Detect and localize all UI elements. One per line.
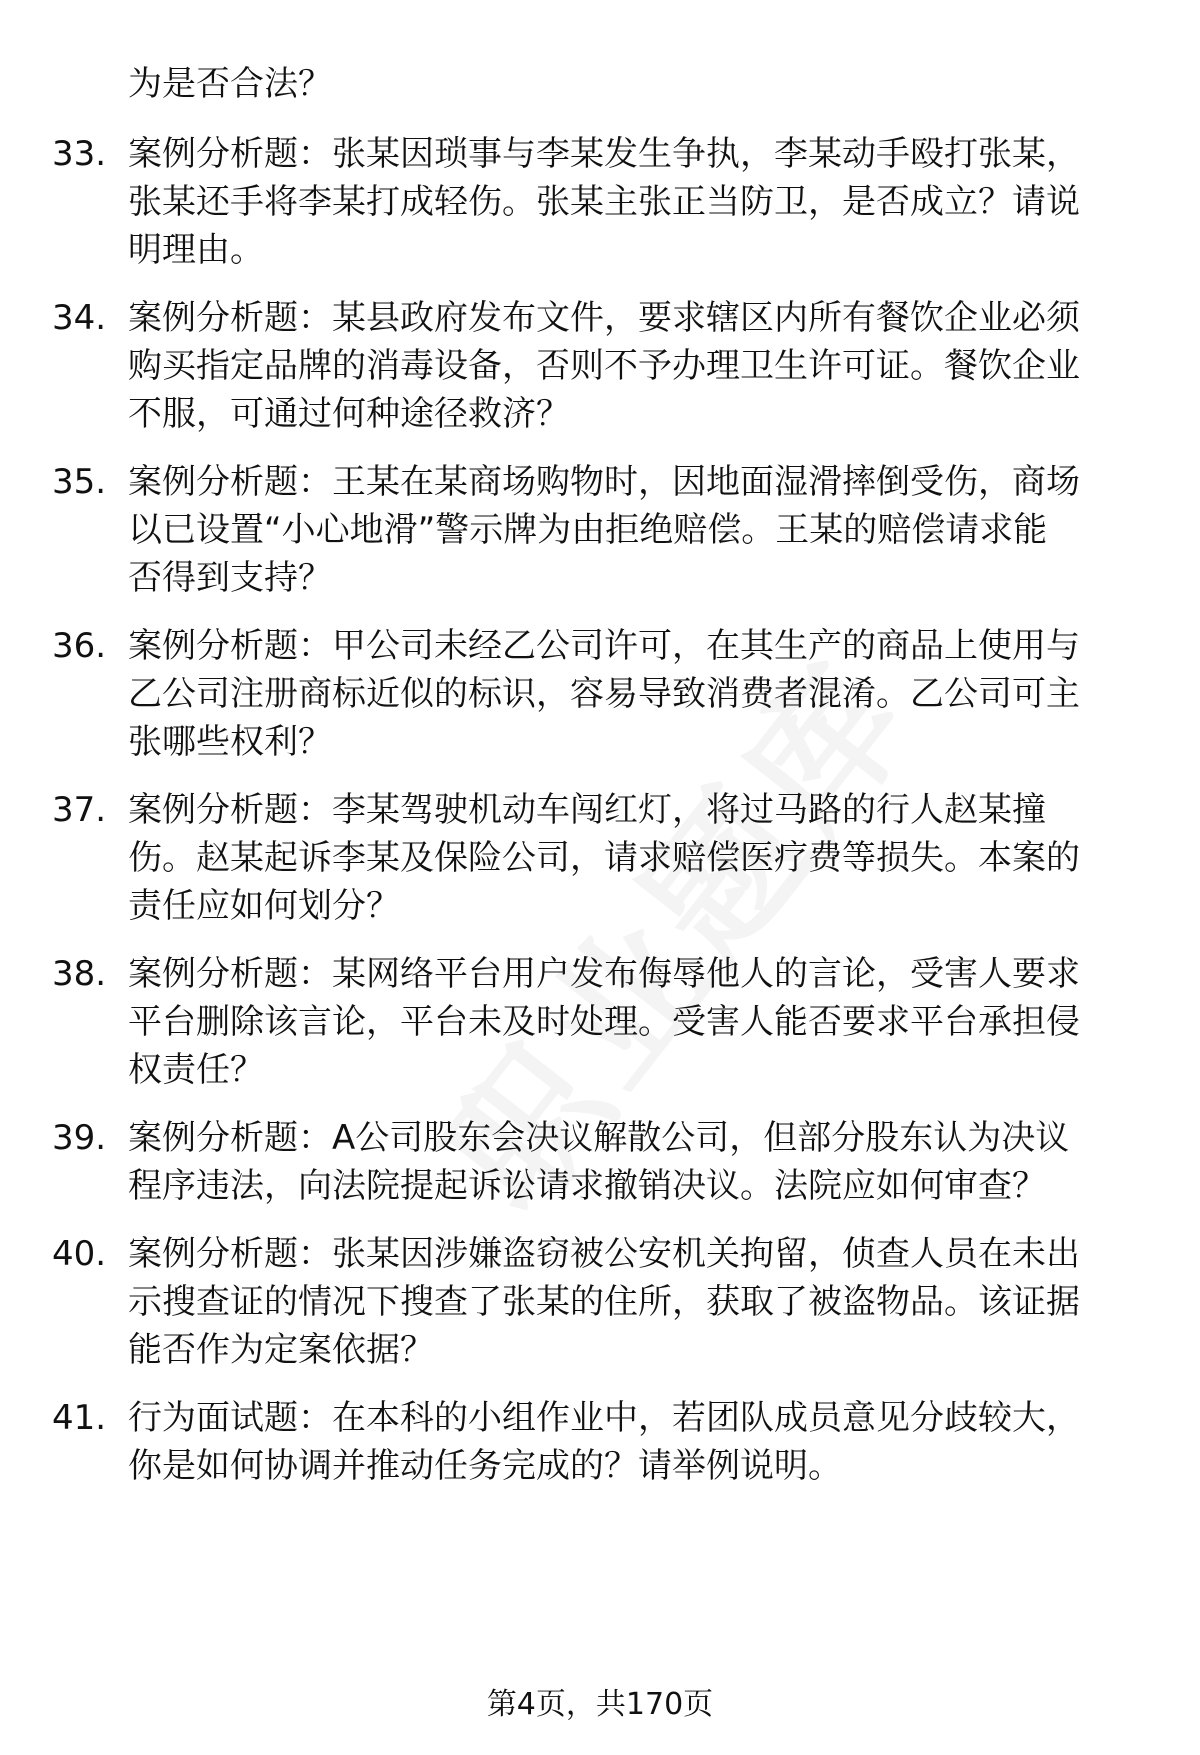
question-number: 39.	[52, 1118, 107, 1158]
question-text-line: 能否作为定案依据？	[128, 1330, 434, 1370]
question-text-line: 以已设置“小心地滑”警示牌为由拒绝赔偿。王某的赔偿请求能	[128, 510, 1048, 550]
question-text-line: 乙公司注册商标近似的标识，容易导致消费者混淆。乙公司可主	[128, 674, 1080, 714]
question-text-line: 平台删除该言论，平台未及时处理。受害人能否要求平台承担侵	[128, 1002, 1080, 1042]
question-text-line: 伤。赵某起诉李某及保险公司，请求赔偿医疗费等损失。本案的	[128, 838, 1080, 878]
question-text-line: 购买指定品牌的消毒设备，否则不予办理卫生许可证。餐饮企业	[128, 346, 1080, 386]
question-text-line: 案例分析题：李某驾驶机动车闯红灯，将过马路的行人赵某撞	[128, 790, 1046, 830]
question-number: 33.	[52, 134, 107, 174]
question-text-line: 案例分析题：甲公司未经乙公司许可，在其生产的商品上使用与	[128, 626, 1080, 666]
question-text-line: 案例分析题：王某在某商场购物时，因地面湿滑摔倒受伤，商场	[128, 462, 1080, 502]
question-text-line: 明理由。	[128, 230, 264, 270]
continued-text: 为是否合法？	[128, 64, 332, 104]
question-number: 38.	[52, 954, 107, 994]
question-text-line: 行为面试题：在本科的小组作业中，若团队成员意见分歧较大，	[128, 1398, 1080, 1438]
question-number: 37.	[52, 790, 107, 830]
question-text-line: 案例分析题：某县政府发布文件，要求辖区内所有餐饮企业必须	[128, 298, 1080, 338]
question-number: 35.	[52, 462, 107, 502]
question-text-line: 张某还手将李某打成轻伤。张某主张正当防卫，是否成立？请说	[128, 182, 1080, 222]
question-text-line: 案例分析题：某网络平台用户发布侮辱他人的言论，受害人要求	[128, 954, 1080, 994]
question-text-line: 案例分析题：A公司股东会决议解散公司，但部分股东认为决议	[128, 1118, 1070, 1158]
question-text-line: 否得到支持？	[128, 558, 332, 598]
question-text-line: 不服，可通过何种途径救济？	[128, 394, 570, 434]
question-text-line: 示搜查证的情况下搜查了张某的住所，获取了被盗物品。该证据	[128, 1282, 1080, 1322]
question-text-line: 案例分析题：张某因涉嫌盗窃被公安机关拘留，侦查人员在未出	[128, 1234, 1080, 1274]
page-number-label: 第4页，共170页	[486, 1687, 714, 1722]
question-text-line: 权责任？	[128, 1050, 264, 1090]
question-number: 40.	[52, 1234, 107, 1274]
question-text-line: 张哪些权利？	[128, 722, 332, 762]
question-number: 41.	[52, 1398, 107, 1438]
page-footer	[0, 1683, 1200, 1727]
question-text-line: 你是如何协调并推动任务完成的？请举例说明。	[128, 1446, 842, 1486]
question-number: 34.	[52, 298, 107, 338]
question-text-line: 案例分析题：张某因琐事与李某发生争执，李某动手殴打张某，	[128, 134, 1080, 174]
question-text-line: 程序违法，向法院提起诉讼请求撤销决议。法院应如何审查？	[128, 1166, 1046, 1206]
question-text-line: 责任应如何划分？	[128, 886, 400, 926]
question-number: 36.	[52, 626, 107, 666]
